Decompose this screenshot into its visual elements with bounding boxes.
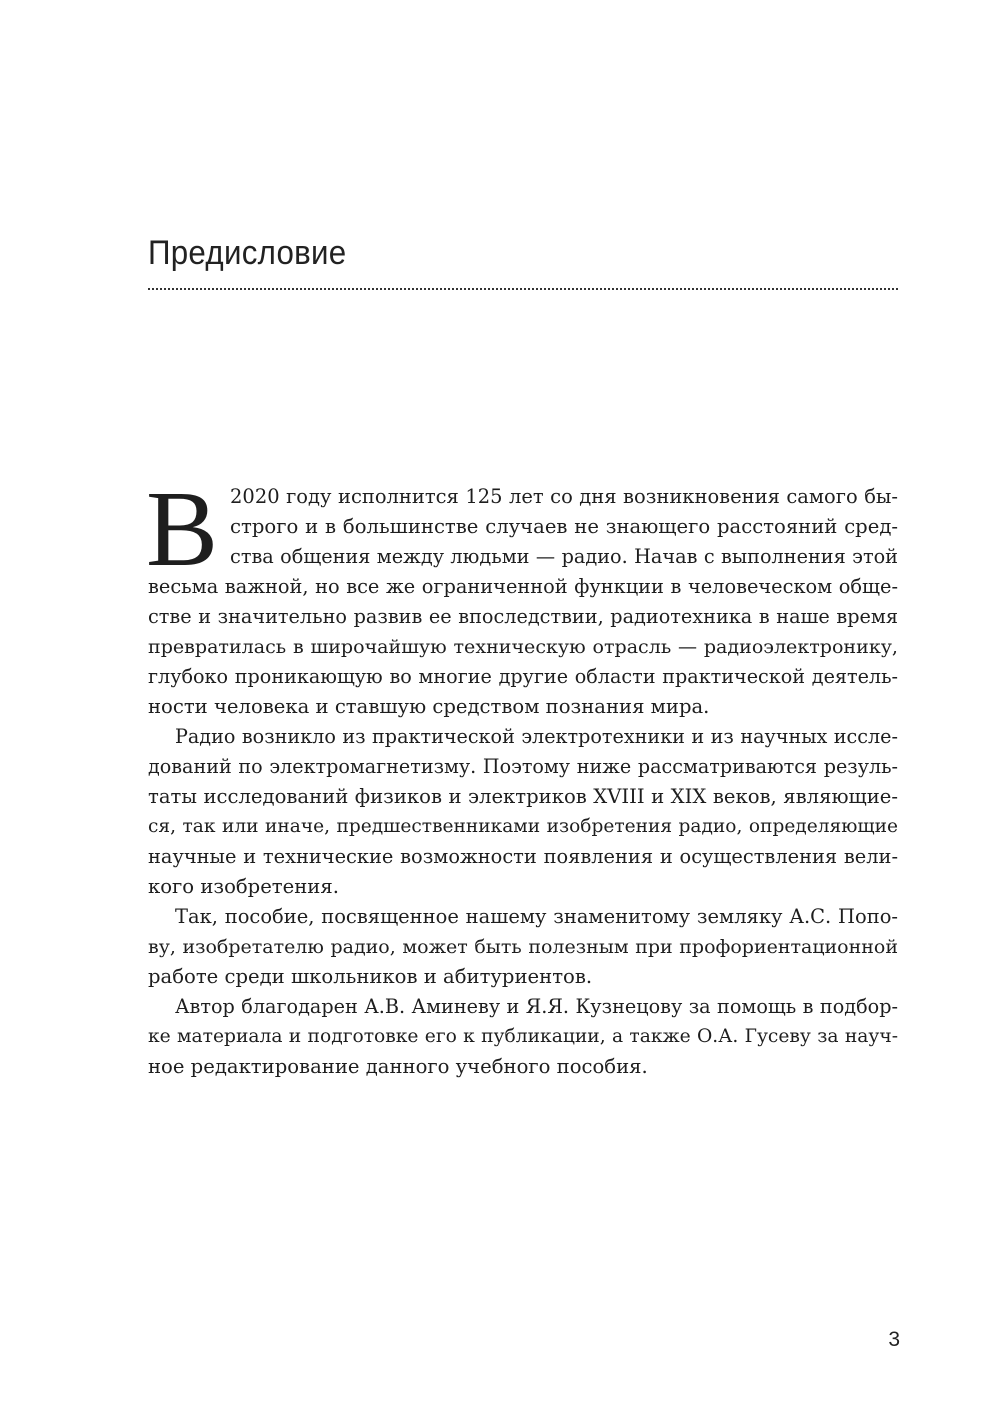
page-number: 3 [888,1328,900,1351]
text-line: стве и значительно развив ее впоследствии, радиотехника в наше время [148,605,898,628]
text-line: кого изобретения. [148,875,339,898]
text-line: строго и в большинстве случаев не знающего расстояний сред- [230,515,898,538]
text-line: Автор благодарен А.В. Аминеву и Я.Я. Кузнецову за помощь в подбор- [175,995,898,1018]
text-line: 2020 году исполнится 125 лет со дня возникновения самого бы- [230,485,898,508]
text-line: ву, изобретателю радио, может быть полезным при профориентационной [148,936,898,958]
paragraph-3 [148,902,898,992]
text-line: Так, пособие, посвященное нашему знаменитому земляку А.С. Попо- [175,905,898,928]
text-line: таты исследований физиков и электриков XVIII и XIX веков, являющие- [148,785,898,808]
dotted-rule [148,288,898,290]
drop-cap: В [146,470,219,589]
paragraph-4 [148,992,898,1082]
text-line: Радио возникло из практической электротехники и из научных иссле- [175,725,898,748]
text-line: весьма важной, но все же ограниченной функции в человеческом обще- [148,575,898,598]
text-line: работе среди школьников и абитуриентов. [148,965,593,988]
text-line: превратилась в широчайшую техническую отрасль — радиоэлектронику, [148,636,898,658]
text-line: ся, так или иначе, предшественниками изобретения радио, определяющие [148,816,898,837]
paragraph-1 [146,470,898,722]
text-line: ное редактирование данного учебного пособия. [148,1055,648,1078]
page-title: Предисловие [148,234,347,272]
text-line: глубоко проникающую во многие другие области практической деятель- [148,665,898,688]
text-line: ства общения между людьми — радио. Начав с выполнения этой [230,545,898,568]
body-text [146,470,898,1082]
text-line: ке материала и подготовке его к публикации, а также О.А. Гусеву за науч- [148,1026,898,1047]
paragraph-2 [148,722,898,902]
text-line: дований по электромагнетизму. Поэтому ниже рассматриваются резуль- [148,755,898,778]
text-line: ности человека и ставшую средством познания мира. [148,695,710,718]
text-line: научные и технические возможности появления и осуществления вели- [148,845,898,868]
